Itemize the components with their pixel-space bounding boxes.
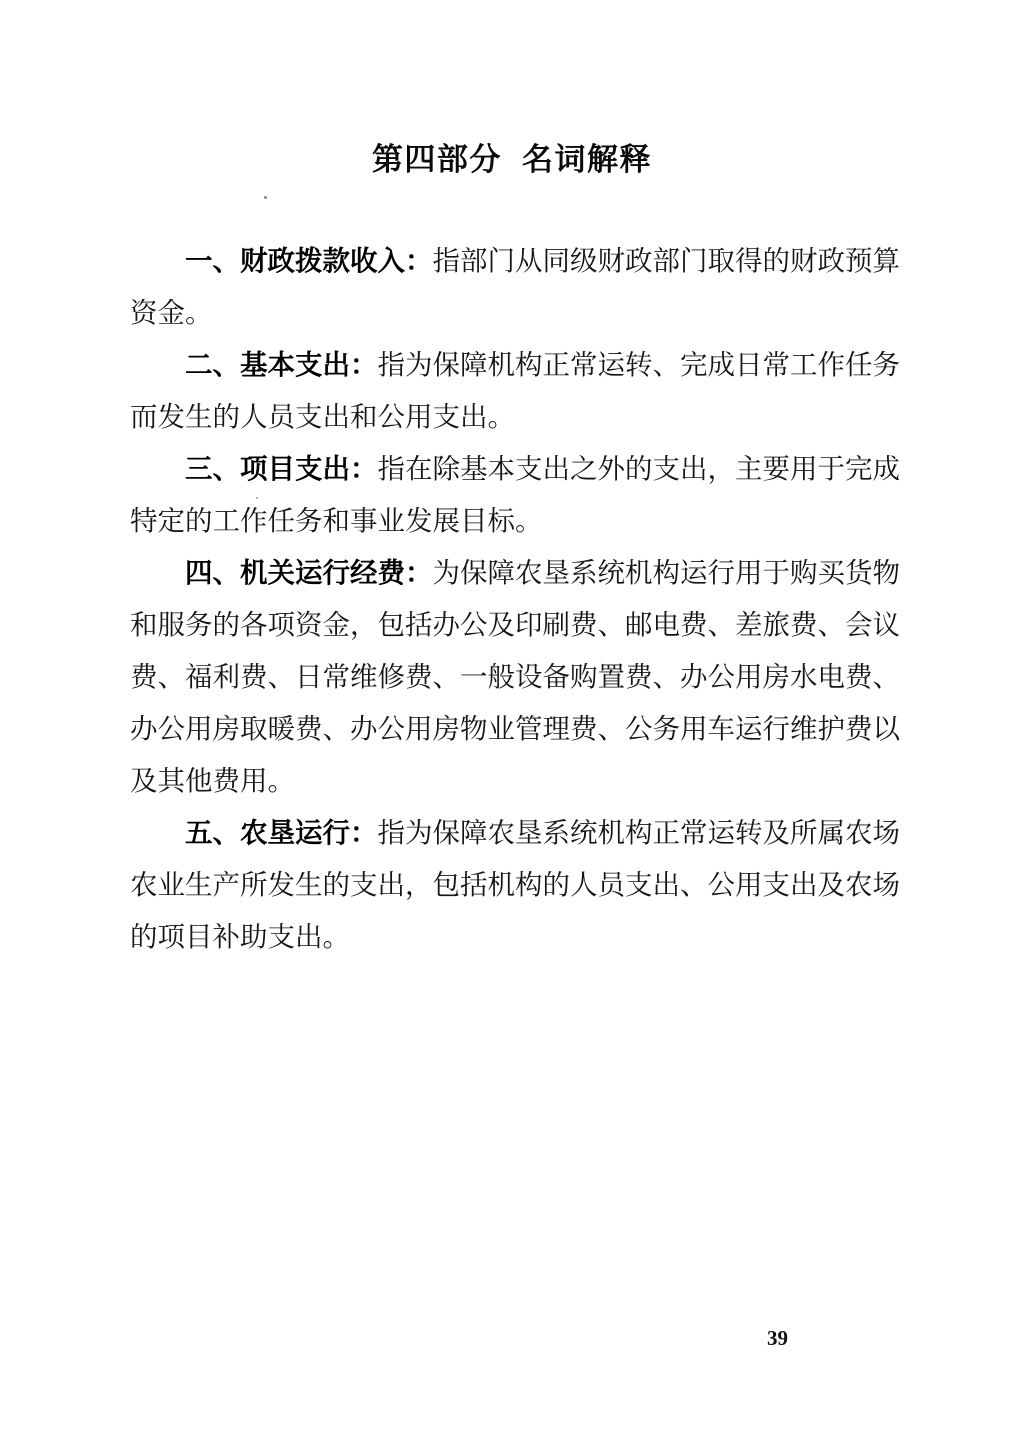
term-label-basic-expenditure: 二、基本支出： [185, 349, 378, 380]
term-definition: 指为保障机构正常运转、完成日常工作任务而发生的人员支出和公用支出。 [130, 349, 900, 432]
glossary-content [130, 235, 900, 963]
page-number: 39 [767, 1326, 788, 1350]
term-definition: 指为保障农垦系统机构正常运转及所属农场农业生产所发生的支出，包括机构的人员支出、公用支出及农场的项目补助支出。 [130, 817, 900, 952]
term-label-fiscal-appropriation-income: 一、财政拨款收入： [185, 245, 433, 276]
term-definition: 指部门从同级财政部门取得的财政预算资金。 [130, 245, 900, 328]
term-definition: 指在除基本支出之外的支出，主要用于完成特定的工作任务和事业发展目标。 [130, 453, 900, 536]
glossary-paragraph-3 [130, 443, 900, 547]
page-title: 第四部分 名词解释 [371, 142, 653, 177]
glossary-paragraph-5 [130, 807, 900, 963]
scan-artifact-dot [256, 497, 258, 499]
term-definition: 为保障农垦系统机构运行用于购买货物和服务的各项资金，包括办公及印刷费、邮电费、差旅费、会议费、福利费、日常维修费、一般设备购置费、办公用房水电费、办公用房取暖费、办公用房物业管理费、公务用车运行维护费以及其他费用。 [130, 557, 900, 796]
term-label-nongken-operation: 五、农垦运行： [185, 817, 378, 848]
scan-artifact-dot [264, 196, 267, 199]
glossary-paragraph-1 [130, 235, 900, 339]
glossary-paragraph-4 [130, 547, 900, 807]
term-label-agency-operating-funds: 四、机关运行经费： [185, 557, 433, 588]
term-label-project-expenditure: 三、项目支出： [185, 453, 378, 484]
glossary-paragraph-2 [130, 339, 900, 443]
